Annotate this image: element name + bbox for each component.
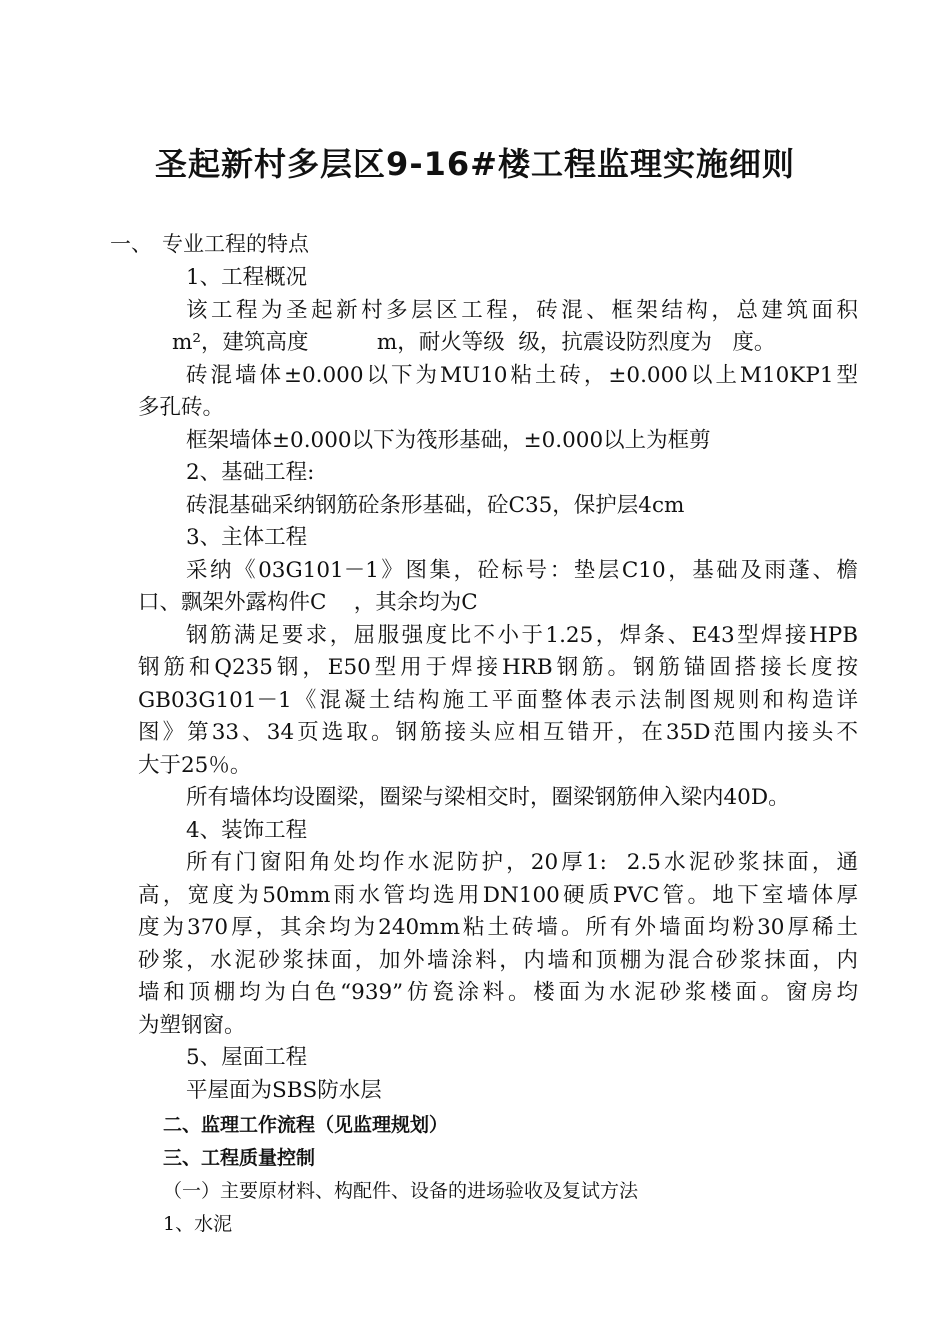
subheading-decoration: 4、装饰工程 xyxy=(186,818,308,843)
section-1-heading xyxy=(110,228,309,260)
paragraph-line: 所有墙体均设圈梁，圈梁与梁相交时，圈梁钢筋伸入梁内40D。 xyxy=(186,785,790,810)
section-1-title: 专业工程的特点 xyxy=(162,232,309,256)
paragraph-line: 图》第33、34页选取。钢筋接头应相互错开，在35D范围内接头不 xyxy=(138,720,858,745)
paragraph-line: 框架墙体±0.000以下为筏形基础，±0.000以上为框剪 xyxy=(186,428,711,453)
paragraph-line: GB03G101－1《混凝土结构施工平面整体表示法制图规则和构造详 xyxy=(138,688,858,713)
paragraph-line: 该工程为圣起新村多层区工程，砖混、框架结构，总建筑面积 xyxy=(186,298,858,323)
item-heading: 1、水泥 xyxy=(163,1213,233,1235)
paragraph-line: 采纳《03G101－1》图集，砼标号：垫层C10，基础及雨蓬、檐 xyxy=(186,558,858,583)
paragraph-line: 度为370厚，其余均为240mm粘土砖墙。所有外墙面均粉30厚稀土 xyxy=(138,915,858,940)
section-2-heading: 二、监理工作流程（见监理规划） xyxy=(163,1114,449,1136)
subsection-heading: （一）主要原材料、构配件、设备的进场验收及复试方法 xyxy=(163,1180,639,1202)
paragraph-line: 砂浆，水泥砂浆抹面，加外墙涂料，内墙和顶棚为混合砂浆抹面，内 xyxy=(138,948,858,973)
paragraph-line: 砖混基础采纳钢筋砼条形基础，砼C35，保护层4cm xyxy=(186,493,685,518)
subheading-project-overview: 1、工程概况 xyxy=(186,265,308,290)
paragraph-line: 钢筋满足要求，屈服强度比不小于1.25，焊条、E43型焊接HPB xyxy=(186,623,858,648)
paragraph-line: 平屋面为SBS防水层 xyxy=(186,1078,382,1103)
paragraph-line: 墙和顶棚均为白色“939”仿瓷涂料。楼面为水泥砂浆楼面。窗房均 xyxy=(138,980,858,1005)
paragraph-line: 钢筋和Q235钢，E50型用于焊接HRB钢筋。钢筋锚固搭接长度按 xyxy=(138,655,858,680)
paragraph-line: 高，宽度为50mm雨水管均选用DN100硬质PVC管。地下室墙体厚 xyxy=(138,883,858,908)
paragraph-line: 口、飘架外露构件C ，其余均为C xyxy=(138,590,478,615)
document-title: 圣起新村多层区9-16#楼工程监理实施细则 xyxy=(155,145,795,183)
paragraph-line: 所有门窗阳角处均作水泥防护，20厚1: 2.5水泥砂浆抹面，通 xyxy=(186,850,858,875)
section-3-heading: 三、工程质量控制 xyxy=(163,1147,316,1169)
paragraph-line: 多孔砖。 xyxy=(138,395,225,420)
paragraph-line: 砖混墙体±0.000以下为MU10粘土砖，±0.000以上M10KP1型 xyxy=(186,363,858,388)
paragraph-line: 大于25％。 xyxy=(138,753,252,778)
section-1-number: 一、 xyxy=(110,232,152,256)
subheading-roofing: 5、屋面工程 xyxy=(186,1045,308,1070)
subheading-main-structure: 3、主体工程 xyxy=(186,525,308,550)
paragraph-line: m²，建筑高度 m，耐火等级 级，抗震设防烈度为 度。 xyxy=(172,330,776,355)
subheading-foundation: 2、基础工程: xyxy=(186,460,315,485)
paragraph-line: 为塑钢窗。 xyxy=(138,1013,246,1038)
